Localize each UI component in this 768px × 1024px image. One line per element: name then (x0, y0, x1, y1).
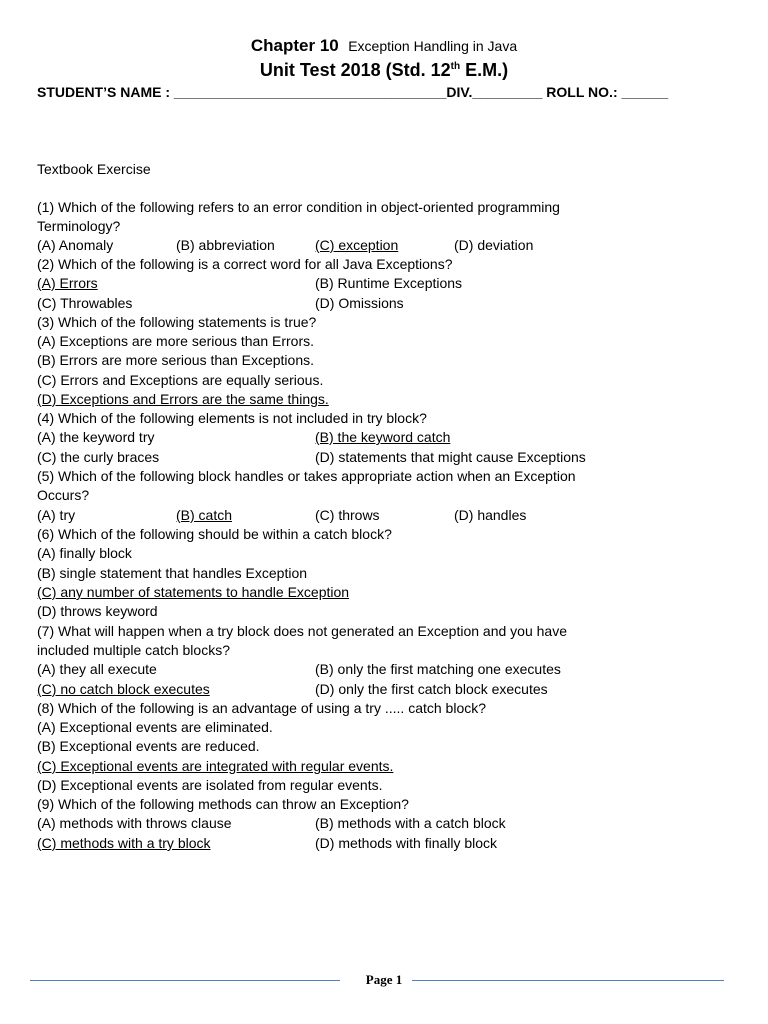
option-answer: (C) any number of statements to handle Exception (37, 584, 350, 600)
option: (D) Omissions (315, 295, 404, 311)
option: (D) methods with finally block (315, 835, 498, 851)
option-answer: (C) methods with a try block (37, 835, 211, 851)
option: (D) statements that might cause Exceptions (315, 449, 586, 465)
test-title-sup: th (450, 61, 461, 72)
question-8: (8) Which of the following is an advantage of using a try ..... catch block? (37, 700, 487, 716)
option-answer: (D) Exceptions and Errors are the same things. (37, 391, 329, 407)
question-7-cont: included multiple catch blocks? (37, 642, 230, 658)
option: (C) the curly braces (37, 449, 160, 465)
option: (D) throws keyword (37, 603, 158, 619)
chapter-number: Chapter 10 (250, 36, 339, 55)
option: (B) Exceptional events are reduced. (37, 738, 260, 754)
option: (D) Exceptional events are isolated from regular events. (37, 777, 383, 793)
option: (A) Anomaly (37, 237, 114, 253)
test-title-suffix: E.M.) (460, 60, 509, 80)
option-answer: (B) catch (176, 507, 233, 523)
section-title: Textbook Exercise (37, 161, 151, 177)
option: (B) Errors are more serious than Exceptions. (37, 352, 314, 368)
question-9: (9) Which of the following methods can throw an Exception? (37, 796, 409, 812)
option: (C) Throwables (37, 295, 133, 311)
option: (D) deviation (454, 237, 534, 253)
question-3: (3) Which of the following statements is true? (37, 314, 317, 330)
test-title (0, 60, 768, 81)
option: (B) methods with a catch block (315, 815, 506, 831)
option-answer: (B) the keyword catch (315, 429, 451, 445)
question-2: (2) Which of the following is a correct word for all Java Exceptions? (37, 256, 453, 272)
question-6: (6) Which of the following should be within a catch block? (37, 526, 392, 542)
option: (B) single statement that handles Exception (37, 565, 308, 581)
option: (D) handles (454, 507, 527, 523)
question-4: (4) Which of the following elements is not included in try block? (37, 410, 427, 426)
option-answer: (C) exception (315, 237, 399, 253)
option: (C) Errors and Exceptions are equally serious. (37, 372, 324, 388)
option: (B) Runtime Exceptions (315, 275, 463, 291)
option-answer: (C) Exceptional events are integrated with regular events. (37, 758, 394, 774)
student-info-line: STUDENT’S NAME : ___________________________________DIV._________ ROLL NO.: ______ (37, 84, 669, 100)
option: (A) Exceptional events are eliminated. (37, 719, 273, 735)
question-1: (1) Which of the following refers to an error condition in object-oriented programming (37, 199, 560, 215)
option: (A) try (37, 507, 76, 523)
test-title-text: Unit Test 2018 (Std. 12 (259, 60, 451, 80)
chapter-heading (0, 36, 768, 56)
question-5-cont: Occurs? (37, 487, 90, 503)
option: (A) they all execute (37, 661, 157, 677)
page-number: Page 1 (365, 972, 403, 987)
option: (A) the keyword try (37, 429, 155, 445)
option: (B) only the first matching one executes (315, 661, 561, 677)
option-answer: (A) Errors (37, 275, 98, 291)
option: (C) throws (315, 507, 380, 523)
question-7: (7) What will happen when a try block does not generated an Exception and you have (37, 623, 567, 639)
option-answer: (C) no catch block executes (37, 681, 210, 697)
question-1-cont: Terminology? (37, 218, 121, 234)
option: (A) finally block (37, 545, 132, 561)
question-5: (5) Which of the following block handles or takes appropriate action when an Exception (37, 468, 576, 484)
option: (A) Exceptions are more serious than Errors. (37, 333, 314, 349)
option: (B) abbreviation (176, 237, 275, 253)
option: (D) only the first catch block executes (315, 681, 548, 697)
footer-rule-right (412, 980, 724, 981)
chapter-subtitle: Exception Handling in Java (348, 38, 518, 54)
option: (A) methods with throws clause (37, 815, 232, 831)
